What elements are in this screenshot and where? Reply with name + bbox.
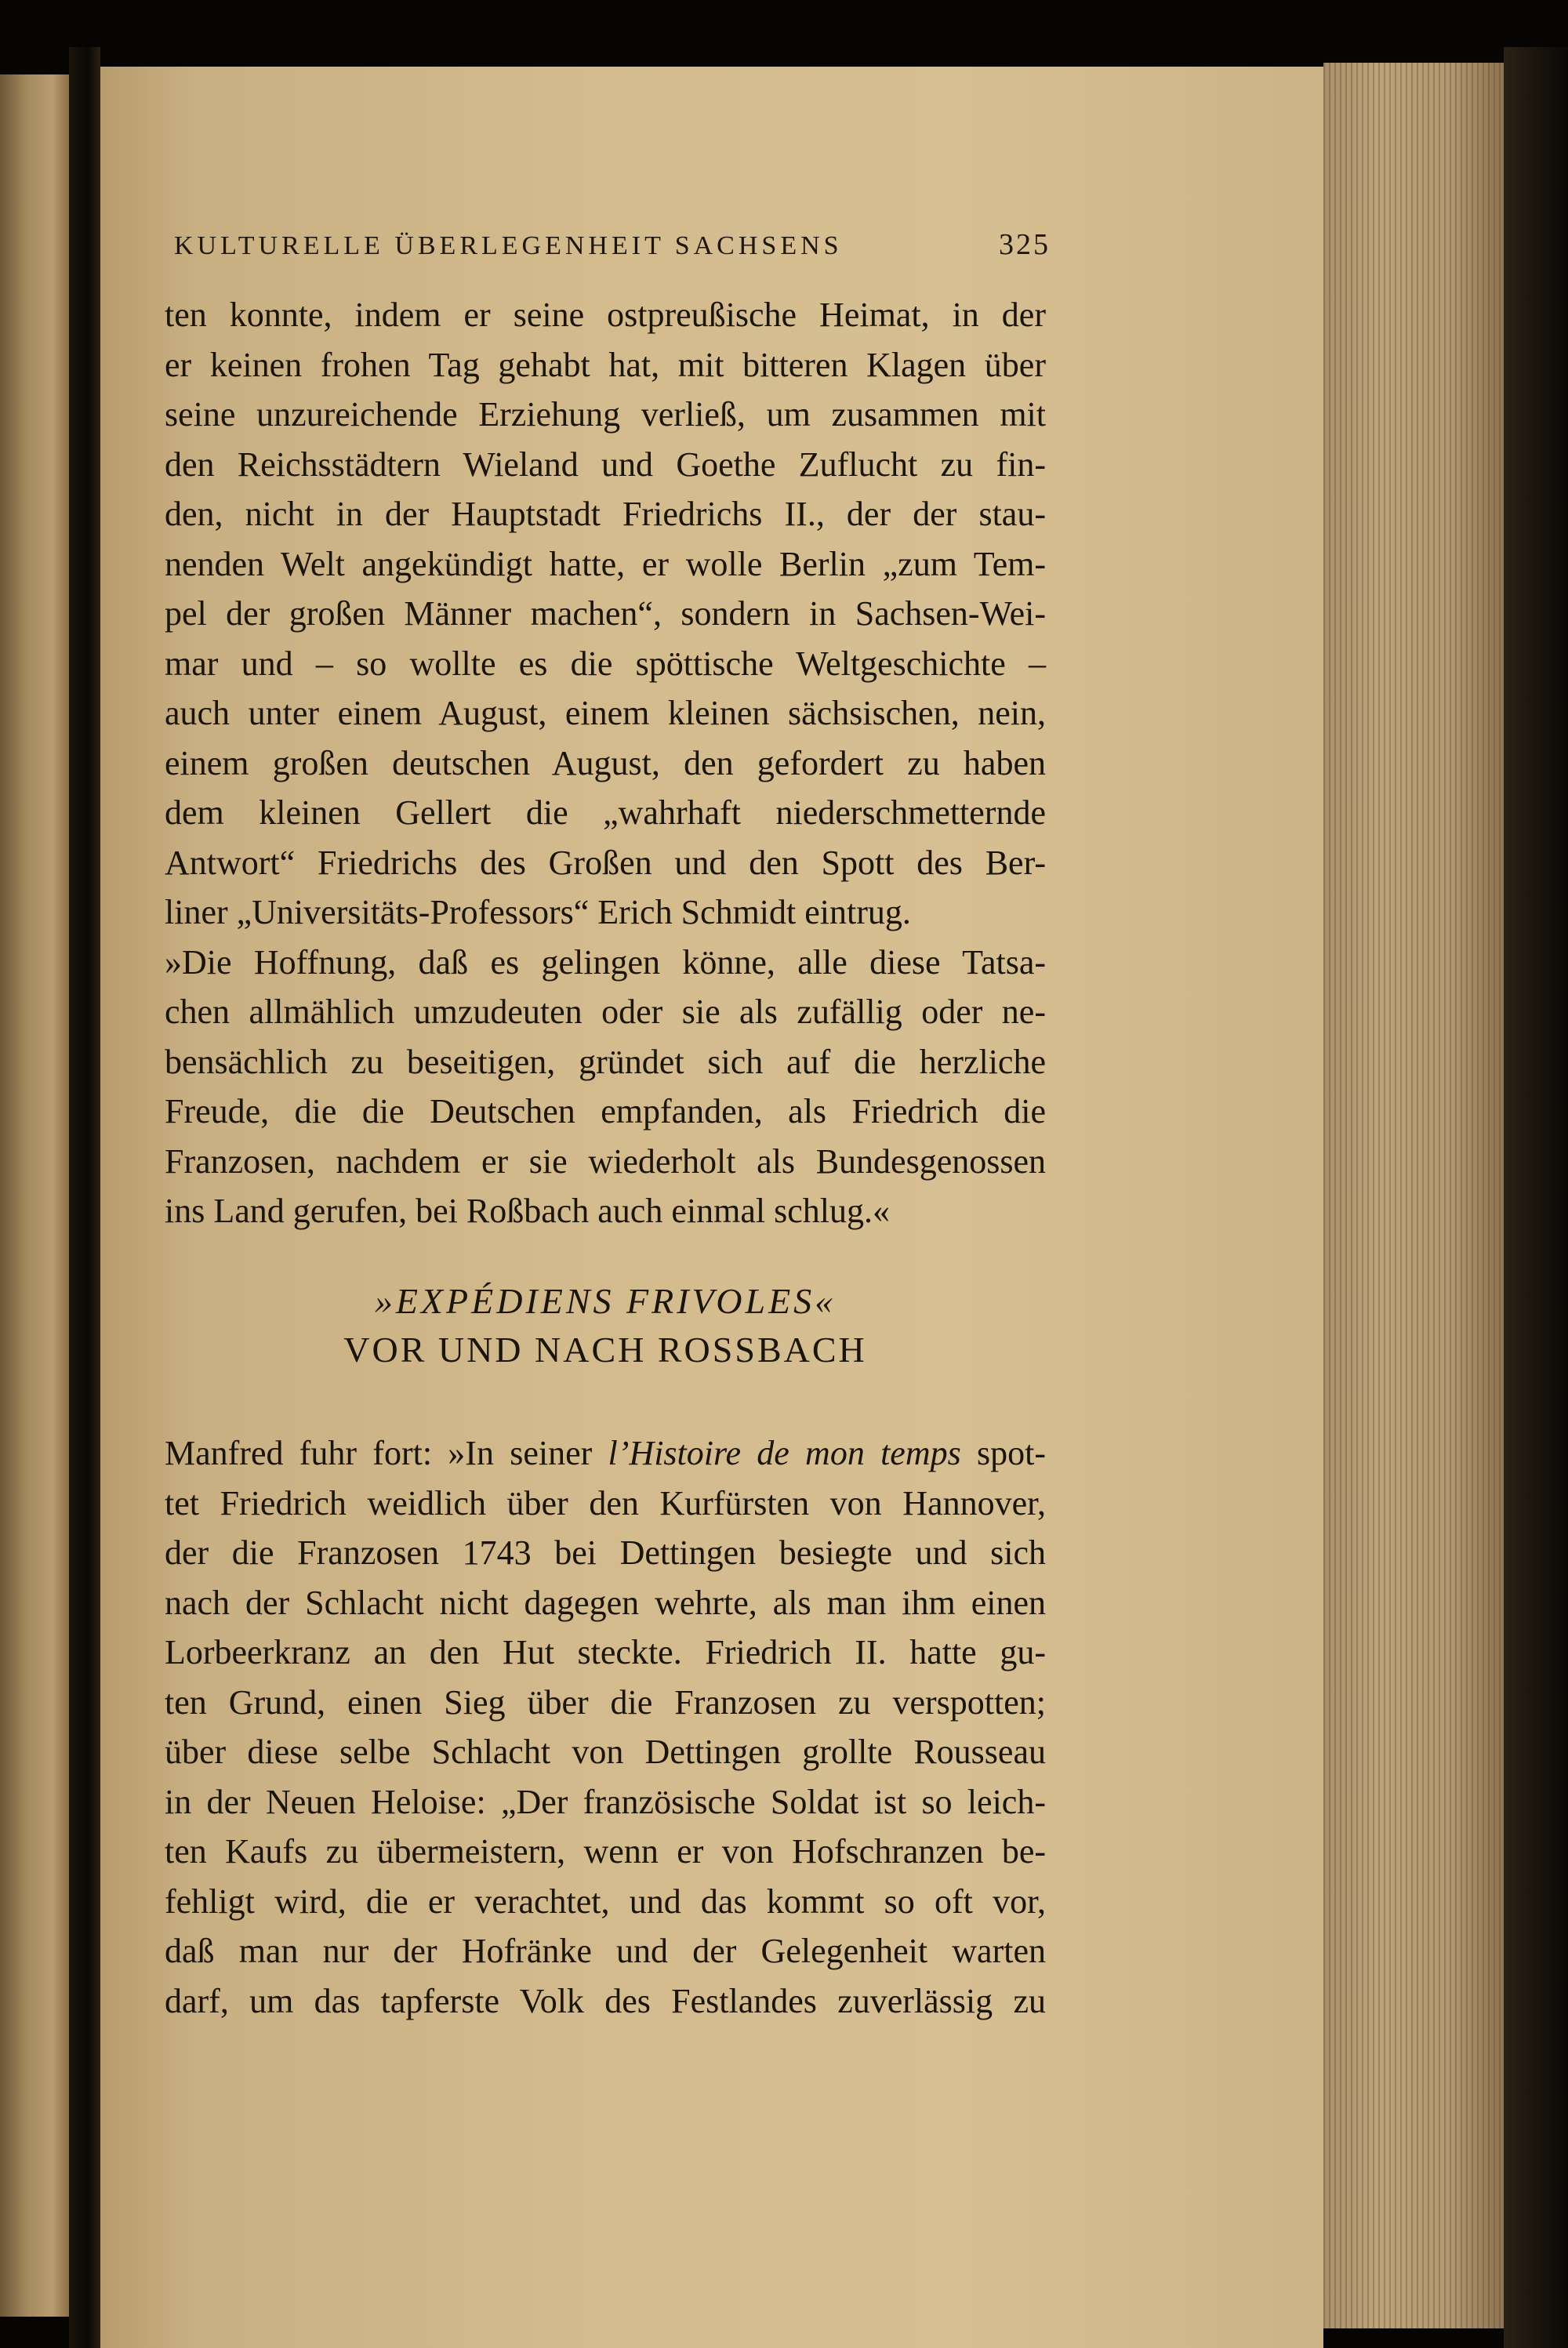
text-line: pel der großen Männer machen“, sondern in Sachsen-Wei-	[165, 594, 1046, 633]
text-line: fehligt wird, die er verachtet, und das kommt so oft vor,	[165, 1882, 1046, 1921]
text-line: Antwort“ Friedrichs des Großen und den Spott des Ber-	[165, 843, 1046, 882]
paragraph-3	[165, 1479, 1046, 2027]
text-line: dem kleinen Gellert die „wahrhaft niederschmetternde	[165, 793, 1046, 832]
text-line: ten Kaufs zu übermeistern, wenn er von Hofschranzen be-	[165, 1832, 1046, 1871]
first-line-start: Manfred fuhr fort: »In seiner	[165, 1434, 608, 1472]
text-line: tet Friedrich weidlich über den Kurfürsten von Hannover,	[165, 1483, 1046, 1522]
text-line: darf, um das tapferste Volk des Festlandes zuverlässig zu	[165, 1981, 1046, 2020]
text-line: mar und – so wollte es die spöttische Weltgeschichte –	[165, 644, 1046, 683]
text-line: Lorbeerkranz an den Hut steckte. Friedrich II. hatte gu-	[165, 1633, 1046, 1671]
book-edge-shadow	[1504, 47, 1568, 2348]
body-text-upper	[165, 290, 1046, 1236]
text-line: »Die Hoffnung, daß es gelingen könne, alle diese Tatsa-	[165, 942, 1046, 982]
text-line: bensächlich zu beseitigen, gründet sich auf die herzliche	[165, 1042, 1046, 1081]
text-line: den Reichsstädtern Wieland und Goethe Zuflucht zu fin-	[165, 445, 1046, 484]
page-number: 325	[999, 228, 1051, 261]
text-line: nach der Schlacht nicht dagegen wehrte, als man ihm einen	[165, 1583, 1046, 1622]
text-line: über diese selbe Schlacht von Dettingen grollte Rousseau	[165, 1733, 1046, 1771]
text-line: in der Neuen Heloise: „Der französische Soldat ist so leich-	[165, 1782, 1046, 1821]
text-line: liner „Universitäts-Professors“ Erich Schmidt eintrug.	[165, 893, 911, 931]
text-line: chen allmählich umzudeuten oder sie als zufällig oder ne-	[165, 993, 1046, 1031]
paragraph-2	[165, 938, 1046, 1236]
text-line: ten Grund, einen Sieg über die Franzosen zu verspotten;	[165, 1682, 1046, 1722]
text-line: der die Franzosen 1743 bei Dettingen besiegte und sich	[165, 1533, 1046, 1572]
left-page-edge	[0, 74, 69, 2317]
paragraph-1	[165, 290, 1046, 938]
text-line: den, nicht in der Hauptstadt Friedrichs II., der der stau-	[165, 495, 1046, 533]
text-line: Freude, die die Deutschen empfanden, als Friedrich die	[165, 1092, 1046, 1130]
page-block-edges	[1323, 63, 1504, 2328]
running-head-title: KULTURELLE ÜBERLEGENHEIT SACHSENS	[174, 231, 843, 260]
section-heading-line-2: VOR UND NACH ROSSBACH	[343, 1330, 867, 1370]
section-heading-line-1: »EXPÉDIENS FRIVOLES«	[374, 1281, 837, 1321]
book-title-italic: l’Histoire de mon temps	[608, 1434, 961, 1472]
text-line: einem großen deutschen August, den gefordert zu haben	[165, 743, 1046, 782]
text-line: daß man nur der Hofränke und der Gelegenheit warten	[165, 1932, 1046, 1970]
text-line: auch unter einem August, einem kleinen sächsischen, nein,	[165, 694, 1046, 732]
text-line: nenden Welt angekündigt hatte, er wolle Berlin „zum Tem-	[165, 544, 1046, 583]
text-line: Franzosen, nachdem er sie wiederholt als Bundesgenossen	[165, 1141, 1046, 1181]
book-gutter	[69, 47, 100, 2348]
paragraph-3-first-line	[165, 1428, 1046, 1479]
text-line: er keinen frohen Tag gehabt hat, mit bitteren Klagen über	[165, 345, 1046, 384]
running-head	[174, 227, 1051, 262]
text-line: seine unzureichende Erziehung verließ, um zusammen mit	[165, 395, 1046, 434]
text-line: ten konnte, indem er seine ostpreußische Heimat, in der	[165, 296, 1046, 334]
text-line: ins Land gerufen, bei Roßbach auch einmal schlug.«	[165, 1192, 890, 1230]
body-text-lower	[165, 1428, 1046, 2026]
first-line-end: spot-	[960, 1434, 1047, 1472]
